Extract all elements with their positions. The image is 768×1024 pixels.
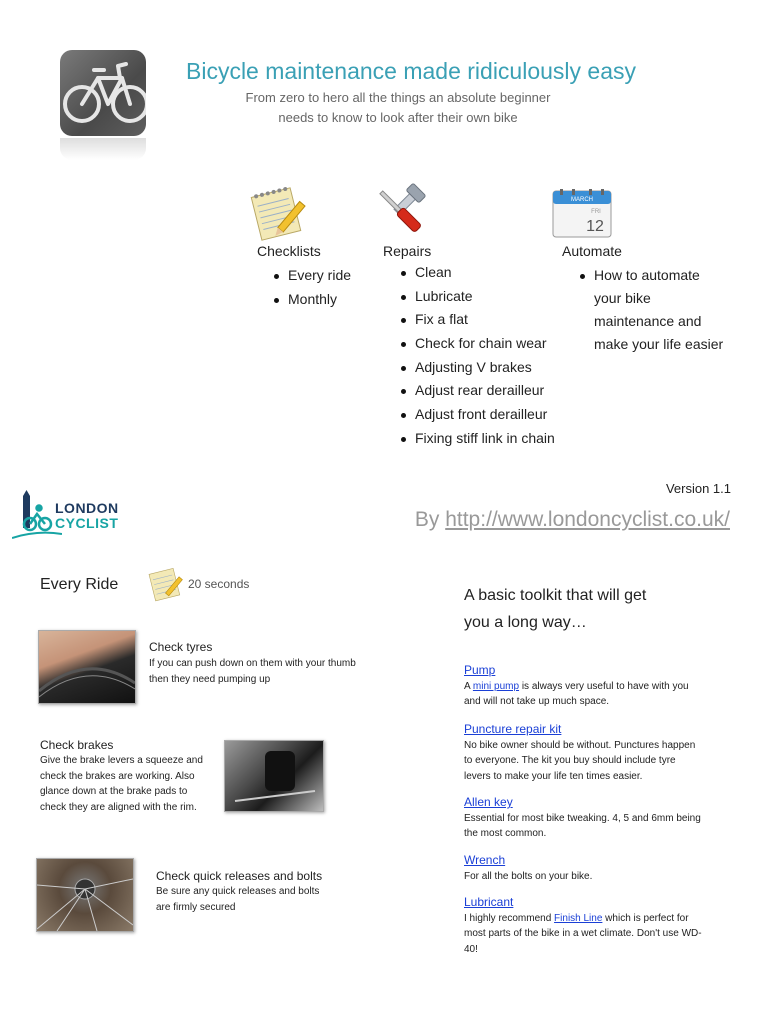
version-label: Version 1.1 (665, 481, 731, 496)
toolkit-item (464, 853, 704, 884)
step-title: Check tyres (149, 640, 213, 654)
finish-line-link[interactable]: Finish Line (554, 913, 603, 924)
list-item[interactable]: Check for chain wear (397, 332, 555, 356)
screwdriver-hammer-icon (368, 181, 430, 239)
subtitle-line: From zero to hero all the things an absolute beginner (245, 90, 551, 105)
tool-link-lubricant[interactable]: Lubricant (464, 895, 514, 909)
list-item[interactable]: Clean (397, 261, 555, 285)
automate-list (576, 264, 726, 356)
desc-line: If you can push down on them with your thumb (149, 658, 356, 669)
list-item[interactable]: Fix a flat (397, 308, 555, 332)
page-title: Bicycle maintenance made ridiculously easy (186, 58, 636, 84)
desc-line: are firmly secured (156, 901, 236, 913)
checklists-list (270, 264, 351, 311)
desc-text: is always very useful to have with you and will not take up much space. (464, 681, 689, 708)
toolkit-item (464, 895, 704, 957)
toolkit-item (464, 795, 704, 842)
tool-link-allen-key[interactable]: Allen key (464, 795, 513, 809)
tool-description: Essential for most bike tweaking. 4, 5 and 6mm being the most common. (464, 813, 701, 840)
toolkit-heading (464, 582, 704, 636)
step-title: Check quick releases and bolts (156, 869, 323, 883)
step-description (156, 884, 319, 915)
desc-text: which is perfect for most parts of the bike in a wet climate. Don't use WD-40! (464, 913, 702, 955)
calendar-icon (552, 189, 612, 239)
list-item[interactable]: Monthly (270, 288, 351, 312)
tool-description: For all the bolts on your bike. (464, 871, 593, 882)
desc-line: check they are aligned with the rim. (40, 801, 197, 813)
list-item[interactable]: How to automate your bike maintenance and make your life easier (576, 264, 726, 356)
heading-line: A basic toolkit that will get (464, 587, 647, 604)
tool-link-wrench[interactable]: Wrench (464, 853, 506, 867)
byline-link[interactable]: http://www.londoncyclist.co.uk/ (445, 508, 730, 531)
tyre-photo (38, 630, 136, 704)
automate-title: Automate (562, 243, 622, 259)
calendar-month: MARCH (571, 197, 593, 203)
desc-line: Give the brake levers a squeeze and (40, 755, 203, 766)
calendar-day: 12 (586, 218, 604, 235)
toolkit-item (464, 722, 704, 784)
list-item[interactable]: Adjusting V brakes (397, 356, 555, 380)
brake-photo (224, 740, 324, 812)
tool-description (464, 911, 704, 957)
desc-line: check the brakes are working. Also (40, 770, 195, 782)
step-description (40, 753, 203, 815)
notepad-pencil-icon (145, 566, 185, 602)
desc-text: A (464, 681, 473, 692)
ride-time-label: 20 seconds (188, 577, 250, 591)
page-subtitle (218, 88, 578, 128)
list-item[interactable]: Adjust front derailleur (397, 403, 555, 427)
tool-description: No bike owner should be without. Punctures happen to everyone. The kit you buy should include tyre levers to make your life ten times easier. (464, 740, 696, 782)
list-item[interactable]: Every ride (270, 264, 351, 288)
step-title: Check brakes (40, 738, 114, 752)
every-ride-title: Every Ride (40, 576, 119, 593)
desc-line: glance down at the brake pads to (40, 786, 188, 797)
list-item[interactable]: Adjust rear derailleur (397, 379, 555, 403)
desc-text: I highly recommend (464, 913, 555, 924)
tool-description (464, 679, 704, 710)
mini-pump-link[interactable]: mini pump (472, 681, 520, 692)
subtitle-line: needs to know to look after their own bike (278, 110, 518, 125)
list-item[interactable]: Fixing stiff link in chain (397, 427, 555, 451)
step-description (149, 656, 356, 687)
tool-link-puncture-repair-kit[interactable]: Puncture repair kit (464, 722, 562, 736)
calendar-weekday: FRI (591, 209, 601, 215)
desc-line: then they need pumping up (149, 673, 271, 685)
tool-link-pump[interactable]: Pump (464, 663, 496, 677)
byline-prefix: By (414, 508, 440, 531)
checklists-title: Checklists (257, 243, 321, 259)
bicycle-lane-logo (60, 50, 146, 136)
list-item[interactable]: Lubricate (397, 285, 555, 309)
brand-line-1: LONDON (55, 500, 119, 516)
heading-line: you a long way… (464, 614, 587, 631)
logo-reflection (60, 138, 146, 160)
repairs-title: Repairs (383, 243, 432, 259)
toolkit-item (464, 663, 704, 710)
quick-release-photo (36, 858, 134, 932)
notepad-pencil-icon (246, 184, 308, 242)
repairs-list (397, 261, 555, 451)
brand-line-2: CYCLIST (55, 515, 119, 531)
byline (415, 508, 730, 532)
desc-line: Be sure any quick releases and bolts (156, 886, 320, 897)
